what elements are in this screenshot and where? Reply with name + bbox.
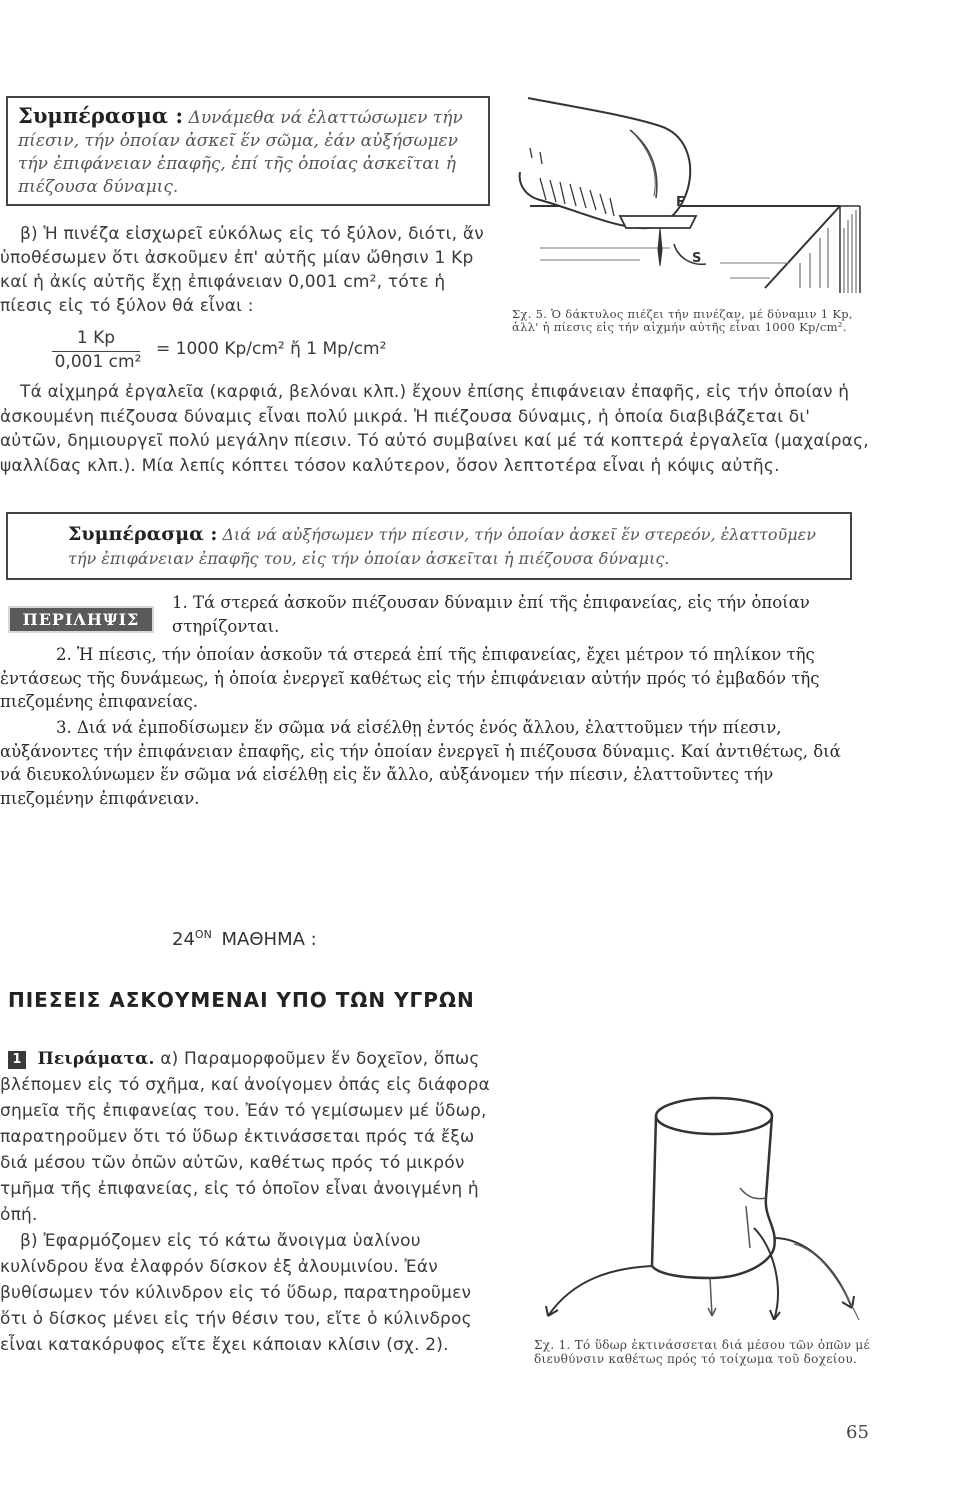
lesson-sup: ΟΝ [194, 928, 212, 941]
formula-numerator: 1 Kp [76, 328, 116, 348]
section-marker: 1 [8, 1051, 26, 1069]
paragraph-b: β) Ἡ πινέζα εἰσχωρεῖ εὐκόλως εἰς τό ξύλον, διότι, ἄν ὑποθέσωμεν ὅτι ἀσκοῦμεν ἐπ' αὐτῆς μίαν ὤθησιν 1 Kp καί ἡ ἀκίς αὐτῆς ἔχῃ ἐπιφάνειαν 0,001 cm², τότε ἡ πίεσις εἰς τό ξύλον θά εἶναι : [0, 224, 484, 316]
lesson-number [172, 928, 317, 950]
summary-badge [8, 606, 154, 633]
lesson-num: 24 [172, 929, 195, 950]
experiments-label: Πειράματα. [37, 1049, 155, 1069]
experiment-b: β) Ἐφαρμόζομεν εἰς τό κάτω ἄνοιγμα ὑαλίνου κυλίνδρου ἕνα ἐλαφρόν δίσκον ἐξ ἀλουμινίου. Ἐάν βυθίσωμεν τόν κύλινδρον εἰς τό ὕδωρ, παρατηροῦμεν ὅτι ὁ δίσκος μένει εἰς τήν θέσιν του, εἴτε ὁ κύλινδρος εἶναι κατακόρυφος εἴτε ἔχει κάποιαν κλίσιν (σχ. 2). [0, 1231, 472, 1355]
lesson-colon: : [310, 929, 317, 950]
page-number: 65 [846, 1422, 869, 1443]
figure-5-pushpin [510, 88, 870, 308]
label-s: S [692, 251, 702, 266]
conclusion-label: Συμπέρασμα : [18, 103, 184, 128]
summary-item-1: 1. Τά στερεά ἀσκοῦν πιέζουσαν δύναμιν ἐπί τῆς ἐπιφανείας, εἰς τήν ὁποίαν στηρίζονται. [172, 593, 810, 636]
figure-1-container [534, 1088, 874, 1320]
formula-denominator: 0,001 cm² [54, 352, 142, 372]
pressure-formula [52, 328, 502, 378]
summary-item-2: 2. Ἡ πίεσις, τήν ὁποίαν ἀσκοῦν τά στερεά ἐπί τῆς ἐπιφανείας, ἔχει μέτρον τό πηλίκον τῆς ἐντάσεως τῆς δυνάμεως, ἡ ὁποία ἐνεργεῖ καθέτως εἰς τήν ἐπιφάνειαν αὐτήν πρός τό ἐμβαδόν τῆς πιεζομένης ἐπιφανείας. [0, 645, 820, 711]
conclusion-text-2: Διά νά αὐξήσωμεν τήν πίεσιν, τήν ὁποίαν ἀσκεῖ ἕν στερεόν, ἐλαττοῦμεν τήν ἐπιφάνειαν ἐπαφῆς του, εἰς τήν ὁποίαν ἀσκεῖται ἡ πιέζουσα δύναμις. [68, 525, 816, 568]
summary-badge-text: ΠΕΡΙΛΗΨΙΣ [22, 610, 140, 629]
conclusion-label-2: Συμπέρασμα : [68, 523, 218, 545]
conclusion-text: Δυνάμεθα νά ἐλαττώσωμεν τήν πίεσιν, τήν ὁποίαν ἀσκεῖ ἕν σῶμα, ἐάν αὐξήσωμεν τήν ἐπιφάνειαν ἐπαφῆς, ἐπί τῆς ὁποίας ἀσκεῖται ἡ πιέζουσα δύναμις. [18, 108, 463, 197]
conclusion-box-2 [6, 512, 852, 580]
conclusion-box-1 [6, 96, 490, 206]
lesson-word: ΜΑΘΗΜΑ [221, 929, 305, 950]
experiments-block [0, 1046, 500, 1358]
figure-1-caption: Σχ. 1. Τό ὕδωρ ἐκτινάσσεται διά μέσου τῶν ὀπῶν μέ διευθύνσιν καθέτως πρός τό τοίχωμα τοῦ δοχείου. [534, 1338, 871, 1366]
experiment-a: α) Παραμορφοῦμεν ἕν δοχεῖον, ὅπως βλέπομεν εἰς τό σχῆμα, καί ἀνοίγομεν ὀπάς εἰς διάφορα σημεῖα τῆς ἐπιφανείας του. Ἐάν τό γεμίσωμεν μέ ὕδωρ, παρατηροῦμεν ὅτι τό ὕδωρ ἐκτινάσσεται πρός τά ἔξω διά μέσου τῶν ὀπῶν αὐτῶν, καθέτως πρός τό μικρόν τμῆμα τῆς ἐπιφανείας, εἰς τό ὁποῖον εἶναι ἀνοιγμένη ἡ ὀπή. [0, 1049, 490, 1225]
lesson-title: ΠΙΕΣΕΙΣ ΑΣΚΟΥΜΕΝΑΙ ΥΠΟ ΤΩΝ ΥΓΡΩΝ [8, 988, 475, 1012]
paragraph-tools: Τά αἰχμηρά ἐργαλεῖα (καρφιά, βελόναι κλπ.) ἔχουν ἐπίσης ἐπιφάνειαν ἐπαφῆς, εἰς τήν ὁποίαν ἡ ἀσκουμένη πιέζουσα δύναμις εἶναι πολύ μικρά. Ἡ πιέζουσα δύναμις, ἡ ὁποία διαβιβάζεται δι' αὐτῶν, δημιουργεῖ πολύ μεγάλην πίεσιν. Τό αὐτό συμβαίνει καί μέ τά κοπτερά ἐργαλεῖα (μαχαίρας, ψαλλίδας κλπ.). Μία λεπίς κόπτει τόσον καλύτερον, ὅσον λεπτοτέρα εἶναι ἡ κόψις αὐτῆς. [0, 382, 869, 476]
label-f: F [676, 195, 685, 210]
formula-result: = 1000 Kp/cm² ἤ 1 Mp/cm² [156, 339, 387, 359]
summary-item-3: 3. Διά νά ἐμποδίσωμεν ἕν σῶμα νά εἰσέλθῃ ἐντός ἑνός ἄλλου, ἐλαττοῦμεν τήν πίεσιν, αὐξάνοντες τήν ἐπιφάνειαν ἐπαφῆς, εἰς τήν ὁποίαν ἐνεργεῖ ἡ πιέζουσα δύναμις. Καί ἀντιθέτως, διά νά διευκολύνωμεν ἕν σῶμα νά εἰσέλθῃ εἰς ἕν ἄλλο, αὐξάνομεν τήν πίεσιν, ἐλαττοῦντες τήν πιεζομένην ἐπιφάνειαν. [0, 718, 841, 808]
figure-5-caption: Σχ. 5. Ὁ δάκτυλος πιέζει τήν πινέζαν, μέ δύναμιν 1 Kp, ἀλλ' ἡ πίεσις εἰς τήν αἰχμήν αὐτῆς εἶναι 1000 Kp/cm². [512, 307, 853, 334]
